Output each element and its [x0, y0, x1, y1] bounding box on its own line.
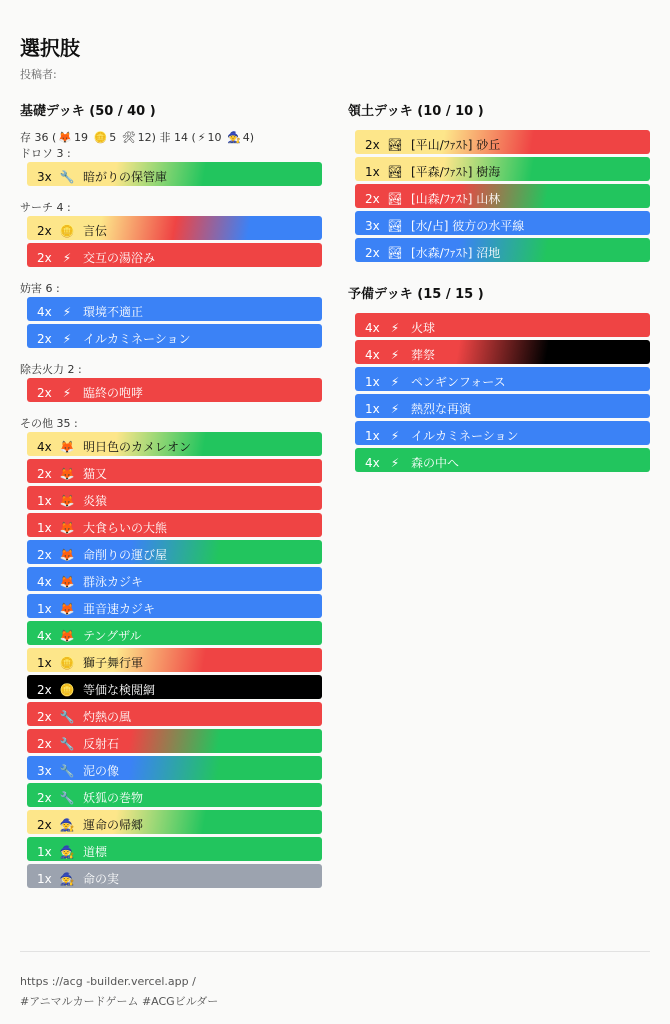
card-name: 猫又	[83, 467, 108, 481]
card-name: [水森/ﾌｧｽﾄ] 沼地	[411, 246, 501, 260]
category-card-list	[20, 378, 322, 402]
card-row[interactable]	[27, 324, 322, 348]
side-column	[348, 104, 650, 475]
land-icon: 🏞	[387, 192, 403, 206]
card-count: 1x	[37, 494, 52, 508]
bolt-icon: ⚡	[390, 375, 400, 389]
card-category	[20, 416, 322, 888]
card-row[interactable]	[355, 238, 650, 262]
beast-icon: 🦊	[59, 575, 75, 589]
card-row[interactable]	[27, 378, 322, 402]
card-row[interactable]	[27, 702, 322, 726]
card-count: 3x	[365, 219, 380, 233]
page-title: 選択肢	[20, 36, 80, 60]
card-count: 2x	[37, 737, 52, 751]
coin-icon: 🪙	[59, 224, 75, 238]
card-count: 4x	[365, 348, 380, 362]
card-count: 4x	[37, 440, 52, 454]
card-category	[20, 200, 322, 267]
card-name: 反射石	[83, 737, 120, 751]
tool-icon: 🔧	[59, 170, 75, 184]
card-count: 2x	[37, 683, 52, 697]
bolt-icon: ⚡	[62, 332, 72, 346]
land-deck-cards	[348, 130, 650, 262]
card-row[interactable]	[27, 459, 322, 483]
card-name: 炎猿	[83, 494, 108, 508]
category-title: その他 35 :	[20, 417, 78, 430]
card-name: 臨終の咆哮	[83, 386, 144, 400]
card-row[interactable]	[27, 243, 322, 267]
tool-icon: 🔧	[59, 764, 75, 778]
card-category	[20, 146, 322, 186]
card-count: 4x	[37, 629, 52, 643]
bolt-icon: ⚡	[390, 456, 400, 470]
card-count: 1x	[37, 521, 52, 535]
card-count: 2x	[365, 138, 380, 152]
card-name: 明日色のカメレオン	[83, 440, 192, 454]
card-count: 2x	[365, 192, 380, 206]
card-count: 4x	[365, 321, 380, 335]
footer	[20, 972, 218, 1012]
beast-count: 19	[74, 131, 88, 144]
main-deck-section	[20, 104, 322, 902]
card-name: 暗がりの保管庫	[83, 170, 168, 184]
hat-icon: 🧙	[59, 845, 75, 859]
beast-icon: 🦊	[59, 629, 75, 643]
hat-icon: 🧙	[59, 872, 75, 886]
card-count: 2x	[37, 818, 52, 832]
card-row[interactable]	[355, 130, 650, 154]
bolt-icon: ⚡	[62, 305, 72, 319]
card-row[interactable]	[27, 756, 322, 780]
card-count: 1x	[37, 656, 52, 670]
card-row[interactable]	[355, 448, 650, 472]
coin-icon: 🪙	[93, 131, 108, 144]
card-count: 2x	[37, 251, 52, 265]
card-count: 2x	[37, 467, 52, 481]
card-name: 亜音速カジキ	[83, 602, 156, 616]
main-deck-categories	[20, 146, 322, 888]
card-count: 1x	[365, 165, 380, 179]
side-deck-title: 予備デッキ (15 / 15 )	[348, 287, 484, 302]
category-title: 除去火力 2 :	[20, 363, 82, 376]
tool-icon: 🔧	[59, 737, 75, 751]
category-title: サーチ 4 :	[20, 201, 71, 214]
category-card-list	[20, 297, 322, 348]
card-count: 2x	[37, 791, 52, 805]
card-count: 2x	[365, 246, 380, 260]
card-name: 泥の像	[83, 764, 120, 778]
card-count: 1x	[365, 429, 380, 443]
category-title: ドロソ 3 :	[20, 147, 71, 160]
card-name: 大食らいの大熊	[83, 521, 168, 535]
card-count: 1x	[365, 402, 380, 416]
card-name: 等価な検閲網	[83, 683, 156, 697]
card-row[interactable]	[355, 367, 650, 391]
card-name: [山森/ﾌｧｽﾄ] 山林	[411, 192, 501, 206]
card-name: 森の中へ	[411, 456, 460, 470]
card-name: 熱烈な再演	[411, 402, 472, 416]
hat-icon: 🧙	[227, 131, 241, 144]
card-row[interactable]	[27, 729, 322, 753]
card-row[interactable]	[27, 621, 322, 645]
category-card-list	[20, 432, 322, 888]
bolt-icon: ⚡	[62, 386, 72, 400]
footer-divider	[20, 951, 650, 952]
card-count: 4x	[37, 575, 52, 589]
deck-stats: 存 36 ( 🦊 19 🪙 5 🛠 12) 非 14 ( ⚡ 10 🧙 4)	[20, 131, 254, 144]
card-row[interactable]	[27, 513, 322, 537]
beast-icon: 🦊	[59, 467, 75, 481]
card-count: 4x	[365, 456, 380, 470]
card-row[interactable]	[27, 675, 322, 699]
card-row[interactable]	[27, 486, 322, 510]
beast-icon: 🦊	[59, 548, 75, 562]
beast-icon: 🦊	[59, 440, 75, 454]
card-count: 2x	[37, 332, 52, 346]
bolt-icon: ⚡	[390, 348, 400, 362]
card-row[interactable]	[27, 216, 322, 240]
card-name: [水/占] 彼方の水平線	[411, 219, 525, 233]
category-card-list	[20, 216, 322, 267]
tool-count: 12	[137, 131, 152, 144]
hat-icon: 🧙	[59, 818, 75, 832]
card-name: [平山/ﾌｧｽﾄ] 砂丘	[411, 138, 501, 152]
card-name: 道標	[83, 845, 108, 859]
tool-icon: 🔧	[59, 710, 75, 724]
card-category	[20, 362, 322, 402]
card-name: テングザル	[83, 629, 142, 643]
card-row[interactable]	[355, 421, 650, 445]
card-name: 灼熱の風	[83, 710, 132, 724]
card-name: イルカミネーション	[83, 332, 191, 346]
card-row[interactable]	[355, 313, 650, 337]
card-count: 3x	[37, 764, 52, 778]
card-row[interactable]	[27, 837, 322, 861]
card-name: イルカミネーション	[411, 429, 519, 443]
card-row[interactable]	[355, 184, 650, 208]
land-icon: 🏞	[387, 165, 403, 179]
card-count: 2x	[37, 710, 52, 724]
beast-icon: 🦊	[59, 521, 75, 535]
card-name: 交互の湯浴み	[83, 251, 156, 265]
card-row[interactable]	[27, 864, 322, 888]
card-row[interactable]	[27, 297, 322, 321]
beast-icon: 🦊	[58, 131, 72, 144]
bolt-icon: ⚡	[390, 321, 400, 335]
card-count: 2x	[37, 224, 52, 238]
card-name: 葬祭	[411, 348, 436, 362]
existence-count: 存 36	[20, 131, 49, 144]
bolt-icon: ⚡	[62, 251, 72, 265]
bolt-count: 10	[207, 131, 222, 144]
bolt-icon: ⚡	[197, 131, 206, 144]
card-name: 獅子舞行軍	[83, 656, 144, 670]
card-name: 火球	[411, 321, 436, 335]
land-deck-title: 領土デッキ (10 / 10 )	[348, 104, 484, 119]
side-deck-cards	[348, 313, 650, 472]
card-count: 1x	[37, 872, 52, 886]
card-name: ペンギンフォース	[411, 375, 506, 389]
card-row[interactable]	[27, 432, 322, 456]
card-count: 1x	[37, 845, 52, 859]
beast-icon: 🦊	[59, 494, 75, 508]
card-name: [平森/ﾌｧｽﾄ] 樹海	[411, 165, 501, 179]
card-count: 2x	[37, 548, 52, 562]
coin-count: 5	[109, 131, 117, 144]
coin-icon: 🪙	[59, 683, 75, 697]
card-row[interactable]	[355, 211, 650, 235]
card-row[interactable]	[27, 810, 322, 834]
land-icon: 🏞	[387, 246, 403, 260]
card-count: 2x	[37, 386, 52, 400]
non-existence-count: 非 14	[159, 131, 188, 144]
card-category	[20, 281, 322, 348]
card-name: 妖狐の巻物	[83, 791, 144, 805]
card-count: 4x	[37, 305, 52, 319]
coin-icon: 🪙	[59, 656, 75, 670]
card-count: 3x	[37, 170, 52, 184]
category-title: 妨害 6 :	[20, 282, 60, 295]
card-row[interactable]	[355, 340, 650, 364]
land-icon: 🏞	[387, 138, 403, 152]
card-name: 命削りの運び屋	[83, 548, 168, 562]
beast-icon: 🦊	[59, 602, 75, 616]
tool-icon: 🔧	[59, 791, 75, 805]
card-row[interactable]	[355, 394, 650, 418]
card-name: 群泳カジキ	[83, 575, 144, 589]
land-icon: 🏞	[387, 219, 403, 233]
card-count: 1x	[365, 375, 380, 389]
card-row[interactable]	[27, 648, 322, 672]
card-row[interactable]	[355, 157, 650, 181]
bolt-icon: ⚡	[390, 402, 400, 416]
main-deck-title: 基礎デッキ (50 / 40 )	[20, 104, 156, 119]
category-card-list	[20, 162, 322, 186]
card-row[interactable]	[27, 162, 322, 186]
card-row[interactable]	[27, 783, 322, 807]
card-name: 環境不適正	[83, 305, 144, 319]
hat-count: 4	[242, 131, 250, 144]
author-label: 投稿者:	[20, 68, 57, 81]
tool-icon: 🛠	[121, 131, 136, 144]
card-name: 言伝	[83, 224, 108, 238]
card-row[interactable]	[27, 567, 322, 591]
card-count: 1x	[37, 602, 52, 616]
footer-url[interactable]: https ://acg -builder.vercel.app /	[20, 975, 196, 988]
footer-hashtags: #アニマルカードゲーム #ACGビルダー	[20, 995, 219, 1008]
bolt-icon: ⚡	[390, 429, 400, 443]
card-row[interactable]	[27, 540, 322, 564]
card-name: 運命の帰郷	[83, 818, 144, 832]
card-name: 命の実	[83, 872, 120, 886]
card-row[interactable]	[27, 594, 322, 618]
